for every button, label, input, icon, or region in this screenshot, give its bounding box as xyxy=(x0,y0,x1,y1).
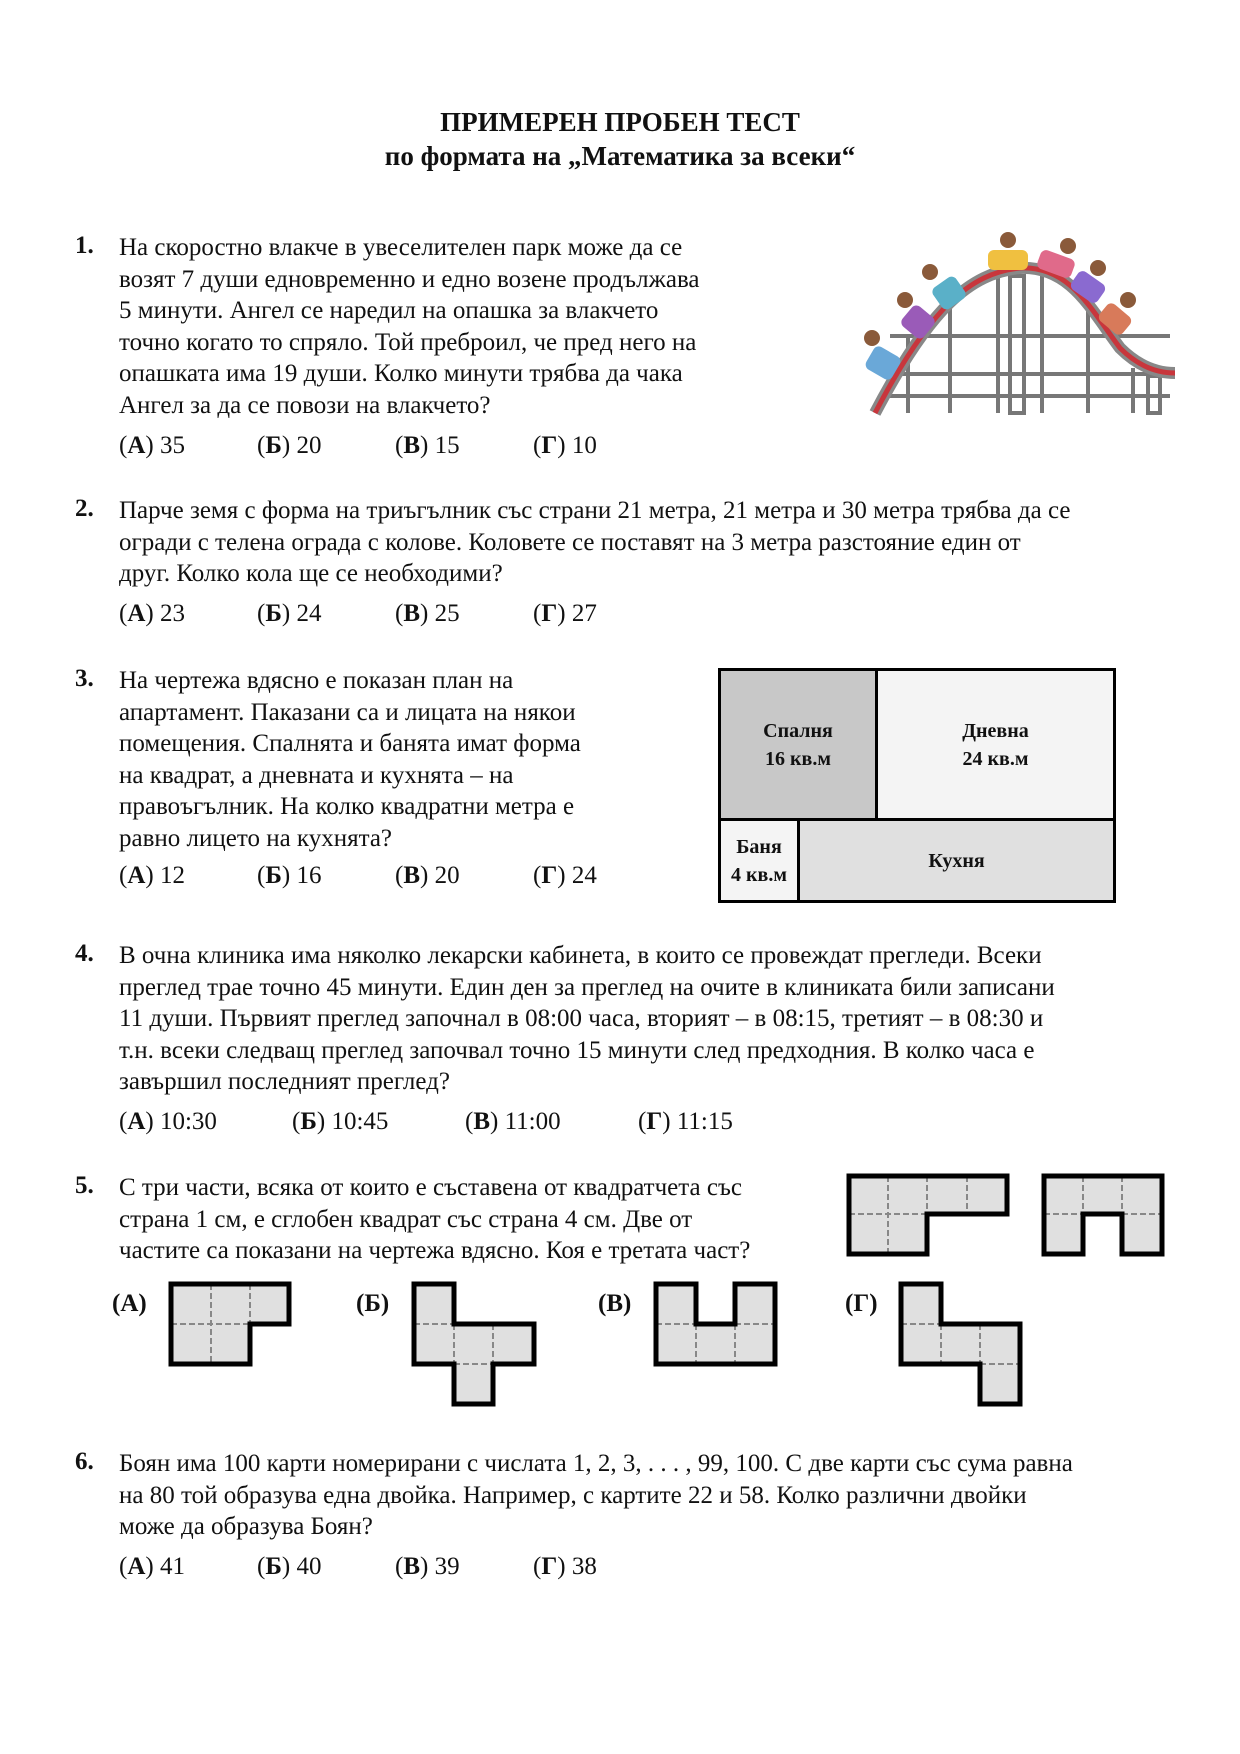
figure-option-b-label[interactable]: (Б) xyxy=(356,1290,390,1317)
answer-option-v[interactable]: (В) 20 xyxy=(395,862,460,889)
question-2-answers xyxy=(119,600,671,628)
figure-option-v-label[interactable]: (В) xyxy=(598,1290,632,1317)
question-2-number: 2. xyxy=(75,495,94,522)
text-line: В очна клиника има няколко лекарски кабинета, в които се провеждат прегледи. Всеки xyxy=(119,942,1042,969)
answer-option-v[interactable]: (В) 11:00 xyxy=(465,1108,561,1135)
question-1-number: 1. xyxy=(75,232,94,259)
text-line: С три части, всяка от които е съставена от квадратчета със xyxy=(119,1174,742,1201)
question-5-number: 5. xyxy=(75,1172,94,1199)
question-3-text xyxy=(119,665,581,854)
answer-option-b[interactable]: (Б) 40 xyxy=(257,1553,322,1580)
answer-option-g[interactable]: (Г) 38 xyxy=(533,1553,597,1580)
figure-option-v[interactable] xyxy=(652,1280,782,1370)
question-5-text xyxy=(119,1172,750,1267)
text-line: огради с телена ограда с колове. Коловете се поставят на 3 метра разстояние един от xyxy=(119,528,1021,556)
room-living: Дневна 24 кв.м xyxy=(878,671,1113,821)
text-line: возят 7 души едновременно и едно возене продължава xyxy=(119,265,700,293)
text-line: на 80 той образува една двойка. Например, с картите 22 и 58. Колко различни двойки xyxy=(119,1481,1027,1509)
text-line: помещения. Спалнята и банята имат форма xyxy=(119,730,581,757)
text-line: завършил последният преглед? xyxy=(119,1068,450,1095)
question-3-number: 3. xyxy=(75,665,94,692)
question-1-answers xyxy=(119,432,671,460)
answer-option-v[interactable]: (В) 15 xyxy=(395,432,460,459)
answer-option-g[interactable]: (Г) 24 xyxy=(533,862,597,889)
text-line: правоъгълник. На колко квадратни метра е xyxy=(119,793,575,820)
text-line: частите са показани на чертежа вдясно. Коя е третата част? xyxy=(119,1237,751,1264)
apartment-floor-plan xyxy=(718,668,1116,903)
figure-option-a[interactable] xyxy=(167,1280,297,1370)
question-6-number: 6. xyxy=(75,1448,94,1475)
answer-option-a[interactable]: (А) 10:30 xyxy=(119,1108,217,1135)
answer-option-b[interactable]: (Б) 16 xyxy=(257,862,322,889)
figure-option-a-label[interactable]: (А) xyxy=(112,1290,147,1317)
text-line: равно лицето на кухнята? xyxy=(119,824,393,852)
question-4-text xyxy=(119,940,1055,1098)
answer-option-b[interactable]: (Б) 10:45 xyxy=(292,1108,389,1135)
text-line: Ангел за да се повози на влакчето? xyxy=(119,391,491,419)
room-kitchen: Кухня xyxy=(800,821,1113,900)
text-line: Боян има 100 карти номерирани с числата 1, 2, 3, . . . , 99, 100. С две карти със сума равна xyxy=(119,1450,1073,1477)
question-6-answers xyxy=(119,1553,671,1581)
question-6-text xyxy=(119,1448,1073,1543)
question-1-text xyxy=(119,232,700,421)
answer-option-g[interactable]: (Г) 10 xyxy=(533,432,597,459)
figure-option-g-label[interactable]: (Г) xyxy=(845,1290,878,1317)
answer-option-a[interactable]: (А) 12 xyxy=(119,862,185,889)
answer-option-b[interactable]: (Б) 20 xyxy=(257,432,322,459)
answer-option-a[interactable]: (А) 23 xyxy=(119,600,185,627)
roller-coaster-illustration xyxy=(850,228,1180,418)
text-line: на квадрат, а дневната и кухнята – на xyxy=(119,761,514,789)
answer-option-b[interactable]: (Б) 24 xyxy=(257,600,322,627)
question-4-number: 4. xyxy=(75,940,94,967)
text-line: опашката има 19 души. Колко минути трябва да чака xyxy=(119,360,683,387)
question-2-text xyxy=(119,495,1070,590)
answer-option-a[interactable]: (А) 35 xyxy=(119,432,185,459)
text-line: страна 1 см, е сглобен квадрат със страна 4 см. Две от xyxy=(119,1205,693,1233)
answer-option-g[interactable]: (Г) 11:15 xyxy=(638,1108,733,1135)
question-3-answers xyxy=(119,862,671,890)
text-line: На чертежа вдясно е показан план на xyxy=(119,667,514,694)
question-4-answers xyxy=(119,1108,811,1136)
given-piece-2 xyxy=(1040,1172,1170,1262)
text-line: Парче земя с форма на триъгълник със страни 21 метра, 21 метра и 30 метра трябва да се xyxy=(119,497,1071,524)
page-subtitle: по формата на „Математика за всеки“ xyxy=(384,141,856,171)
page-title: ПРИМЕРЕН ПРОБЕН ТЕСТ xyxy=(440,107,800,137)
figure-option-g[interactable] xyxy=(897,1280,1027,1410)
text-line: т.н. всеки следващ преглед започвал точно 15 минути след предходния. В колко часа е xyxy=(119,1036,1035,1064)
text-line: точно когато то спряло. Той преброил, че пред него на xyxy=(119,328,697,356)
figure-option-b[interactable] xyxy=(410,1280,540,1410)
room-bedroom: Спалня 16 кв.м xyxy=(721,671,878,821)
room-bathroom: Баня 4 кв.м xyxy=(721,821,800,900)
text-line: На скоростно влакче в увеселителен парк може да се xyxy=(119,234,683,261)
text-line: 11 души. Първият преглед започнал в 08:00 часа, вторият – в 08:15, третият – в 08:30 и xyxy=(119,1005,1044,1032)
answer-option-g[interactable]: (Г) 27 xyxy=(533,600,597,627)
text-line: 5 минути. Ангел се наредил на опашка за влакчето xyxy=(119,297,659,324)
answer-option-v[interactable]: (В) 39 xyxy=(395,1553,460,1580)
text-line: преглед трае точно 45 минути. Един ден за преглед на очите в клиниката били записани xyxy=(119,973,1055,1001)
text-line: може да образува Боян? xyxy=(119,1513,373,1540)
answer-option-v[interactable]: (В) 25 xyxy=(395,600,460,627)
text-line: апартамент. Паказани са и лицата на някои xyxy=(119,698,576,726)
text-line: друг. Колко кола ще се необходими? xyxy=(119,560,503,587)
answer-option-a[interactable]: (А) 41 xyxy=(119,1553,185,1580)
given-piece-1 xyxy=(845,1172,1015,1262)
